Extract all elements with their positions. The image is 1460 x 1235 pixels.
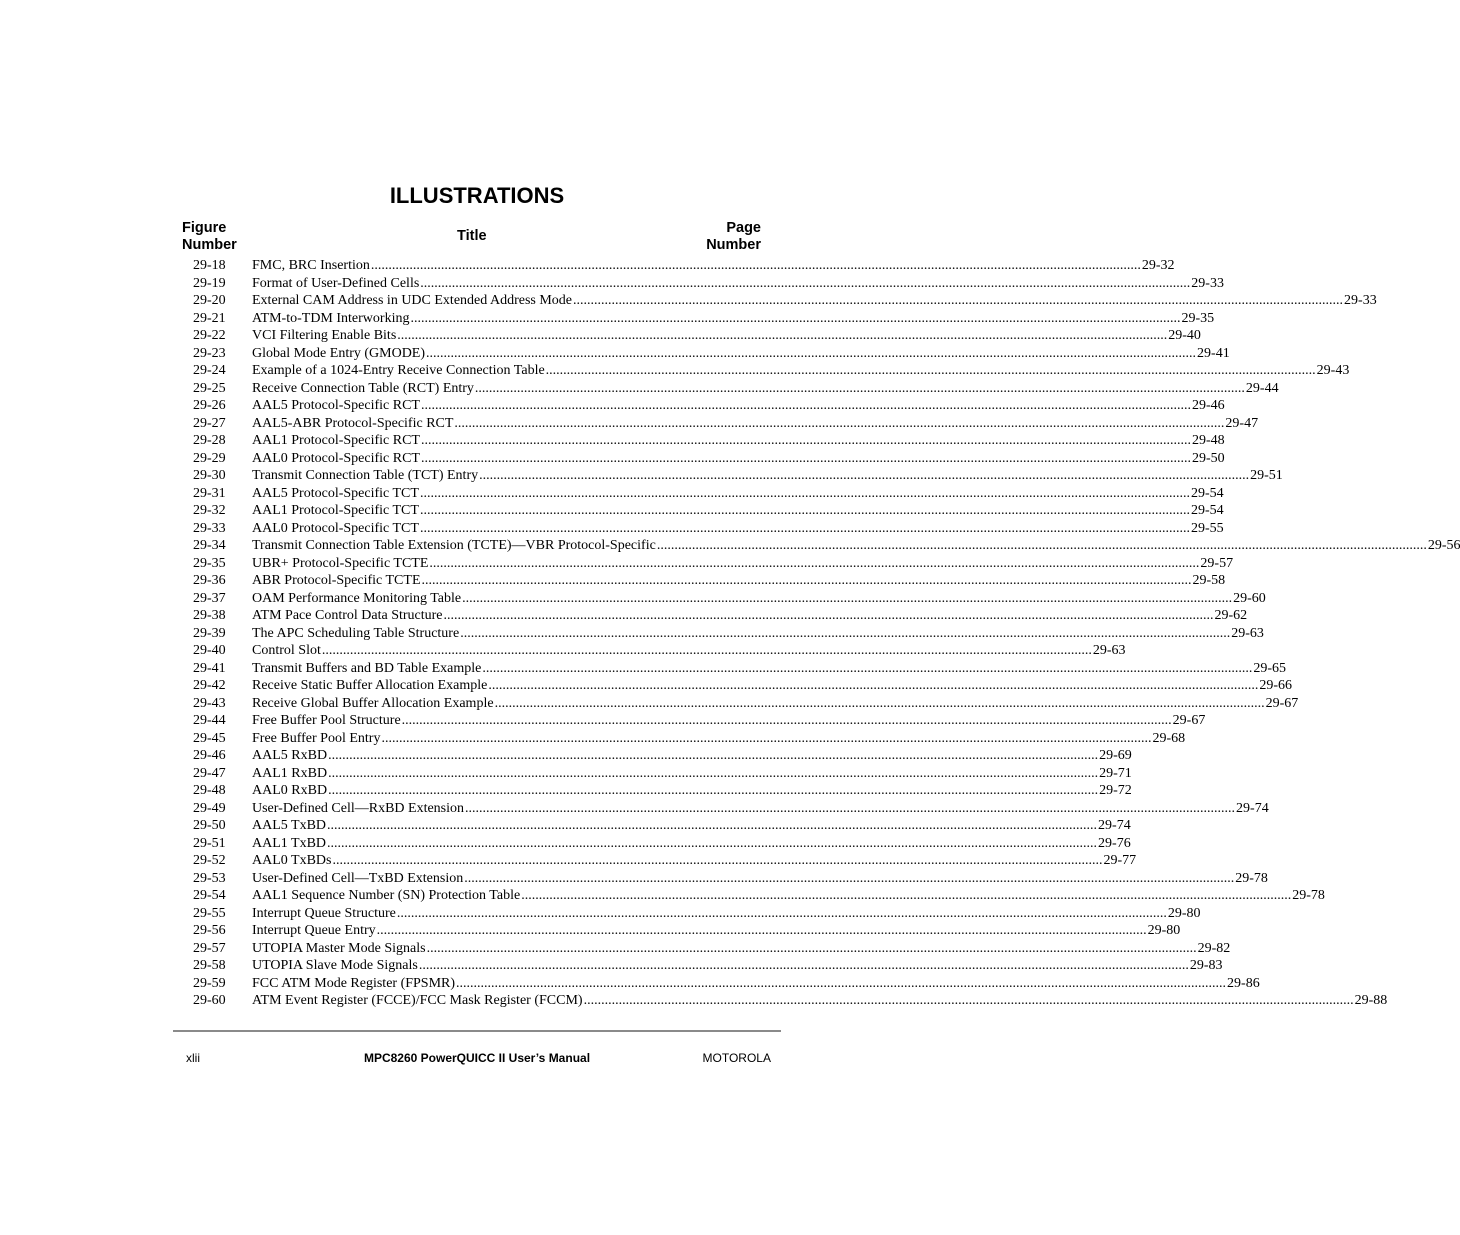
list-item[interactable] xyxy=(0,450,1225,468)
list-item[interactable] xyxy=(0,712,1206,730)
figure-number: 29-38 xyxy=(193,608,226,623)
list-item[interactable] xyxy=(0,922,1181,940)
figure-number: 29-32 xyxy=(193,503,226,518)
figure-title: Control Slot xyxy=(252,643,321,658)
page-number: 29-72 xyxy=(1099,783,1132,798)
figure-header-line1: Figure xyxy=(182,220,227,236)
entry-line xyxy=(252,572,1226,590)
figure-title: AAL0 Protocol-Specific RCT xyxy=(252,450,420,466)
entry-line xyxy=(252,975,1260,993)
figure-number: 29-26 xyxy=(193,398,226,413)
entry-line xyxy=(252,607,1248,625)
list-item[interactable] xyxy=(0,275,1224,293)
figure-title: AAL1 Protocol-Specific TCT xyxy=(252,503,419,518)
figure-number: 29-39 xyxy=(193,625,226,641)
figure-number: 29-41 xyxy=(193,660,226,676)
figure-number: 29-23 xyxy=(193,345,226,361)
figure-number: 29-40 xyxy=(193,643,226,658)
figure-title: AAL5 Protocol-Specific RCT xyxy=(252,398,420,413)
footer-manual-title: MPC8260 PowerQUICC II User’s Manual xyxy=(363,1051,591,1065)
page-number: 29-60 xyxy=(1233,590,1266,606)
entry-line xyxy=(252,800,1269,818)
figure-title: UTOPIA Master Mode Signals xyxy=(252,940,426,956)
figure-number: 29-53 xyxy=(193,870,226,886)
dot-leader: ............................................................................................................................................................................................................................ xyxy=(419,503,1190,518)
list-item[interactable] xyxy=(0,765,1132,783)
figure-number: 29-27 xyxy=(193,415,226,431)
figure-title: AAL1 RxBD xyxy=(252,765,328,781)
page-number: 29-33 xyxy=(1344,293,1377,308)
list-item[interactable] xyxy=(0,590,1266,608)
footer-page-number: xlii xyxy=(186,1051,200,1065)
list-item[interactable] xyxy=(0,257,1175,275)
page-number: 29-78 xyxy=(1235,870,1268,886)
list-item[interactable] xyxy=(0,695,1299,713)
figure-title: User-Defined Cell—TxBD Extension xyxy=(252,870,464,886)
dot-leader: ............................................................................................................................................................................................................................ xyxy=(494,695,1265,711)
dot-leader: ............................................................................................................................................................................................................................ xyxy=(401,713,1172,728)
list-item[interactable] xyxy=(0,940,1231,958)
dot-leader: ............................................................................................................................................................................................................................ xyxy=(419,520,1190,536)
page-number: 29-80 xyxy=(1167,905,1201,921)
list-item[interactable] xyxy=(0,957,1223,975)
dot-leader: ............................................................................................................................................................................................................................ xyxy=(545,363,1316,378)
list-item[interactable] xyxy=(0,992,1388,1010)
list-item[interactable] xyxy=(0,642,1126,660)
figure-title: Receive Static Buffer Allocation Example xyxy=(252,678,488,693)
list-item[interactable] xyxy=(0,975,1260,993)
list-item[interactable] xyxy=(0,572,1226,590)
entry-line xyxy=(252,502,1224,520)
figure-number: 29-43 xyxy=(193,695,226,711)
dot-leader: ............................................................................................................................................................................................................................ xyxy=(332,853,1103,868)
list-item[interactable] xyxy=(0,520,1224,538)
dot-leader: ............................................................................................................................................................................................................................ xyxy=(465,800,1236,816)
list-item[interactable] xyxy=(0,852,1137,870)
figure-title: Transmit Connection Table Extension (TCTE)—VBR Protocol-Specific xyxy=(252,538,656,553)
illustrations-list xyxy=(0,257,1460,1010)
list-item[interactable] xyxy=(0,292,1377,310)
dot-leader: ............................................................................................................................................................................................................................ xyxy=(521,888,1292,903)
entry-line xyxy=(252,922,1181,940)
figure-number: 29-35 xyxy=(193,555,226,571)
figure-number: 29-58 xyxy=(193,958,226,973)
entry-line xyxy=(252,275,1224,293)
figure-number-header xyxy=(182,220,237,254)
figure-number: 29-55 xyxy=(193,905,226,921)
figure-number: 29-24 xyxy=(193,363,226,378)
dot-leader: ............................................................................................................................................................................................................................ xyxy=(456,975,1227,991)
dot-leader: ............................................................................................................................................................................................................................ xyxy=(426,940,1197,956)
figure-title: ATM Event Register (FCCE)/FCC Mask Register (FCCM) xyxy=(252,993,583,1008)
figure-title: Global Mode Entry (GMODE) xyxy=(252,345,426,361)
figure-number: 29-45 xyxy=(193,730,226,746)
page-number: 29-56 xyxy=(1427,538,1460,553)
entry-line xyxy=(252,992,1388,1010)
page-number: 29-86 xyxy=(1227,975,1260,991)
figure-number: 29-50 xyxy=(193,818,226,833)
list-item[interactable] xyxy=(0,747,1132,765)
list-item[interactable] xyxy=(0,485,1224,503)
dot-leader: ............................................................................................................................................................................................................................ xyxy=(418,958,1189,973)
figure-title: FCC ATM Mode Register (FPSMR) xyxy=(252,975,456,991)
page-number: 29-44 xyxy=(1245,380,1279,396)
figure-title: ATM-to-TDM Interworking xyxy=(252,310,410,326)
page-number: 29-57 xyxy=(1200,555,1234,571)
figure-title: Receive Connection Table (RCT) Entry xyxy=(252,380,474,396)
figure-title: Transmit Connection Table (TCT) Entry xyxy=(252,468,479,483)
list-item[interactable] xyxy=(0,345,1230,363)
list-item[interactable] xyxy=(0,555,1234,573)
page-number: 29-88 xyxy=(1354,993,1388,1008)
entry-line xyxy=(252,905,1201,923)
figure-number: 29-31 xyxy=(193,485,226,501)
figure-title: AAL0 TxBDs xyxy=(252,853,332,868)
page-number: 29-76 xyxy=(1098,835,1131,851)
entry-line xyxy=(252,712,1206,730)
entry-line xyxy=(252,940,1231,958)
dot-leader: ............................................................................................................................................................................................................................ xyxy=(460,625,1231,641)
entry-line xyxy=(252,852,1137,870)
dot-leader: ............................................................................................................................................................................................................................ xyxy=(474,380,1245,396)
dot-leader: ............................................................................................................................................................................................................................ xyxy=(454,415,1225,431)
page-number: 29-65 xyxy=(1253,660,1287,676)
dot-leader: ............................................................................................................................................................................................................................ xyxy=(420,433,1191,448)
figure-title: Interrupt Queue Structure xyxy=(252,905,396,921)
entry-line xyxy=(252,327,1201,345)
figure-title: Interrupt Queue Entry xyxy=(252,923,376,938)
figure-title: Transmit Buffers and BD Table Example xyxy=(252,660,482,676)
page-number: 29-80 xyxy=(1147,923,1181,938)
page-number: 29-62 xyxy=(1214,608,1248,623)
page-number: 29-35 xyxy=(1181,310,1215,326)
figure-title: User-Defined Cell—RxBD Extension xyxy=(252,800,465,816)
entry-line xyxy=(252,485,1224,503)
page-number: 29-63 xyxy=(1231,625,1264,641)
page-number: 29-48 xyxy=(1191,433,1225,448)
figure-title: Format of User-Defined Cells xyxy=(252,275,420,291)
figure-number: 29-42 xyxy=(193,678,226,693)
figure-title: ABR Protocol-Specific TCTE xyxy=(252,573,421,588)
list-item[interactable] xyxy=(0,415,1259,433)
entry-line xyxy=(252,590,1266,608)
list-item[interactable] xyxy=(0,660,1287,678)
entry-line xyxy=(252,835,1131,853)
figure-title: AAL1 Sequence Number (SN) Protection Table xyxy=(252,888,521,903)
figure-title: OAM Performance Monitoring Table xyxy=(252,590,462,606)
figure-number: 29-29 xyxy=(193,450,226,466)
page-number: 29-78 xyxy=(1292,888,1325,903)
dot-leader: ............................................................................................................................................................................................................................ xyxy=(396,905,1167,921)
dot-leader: ............................................................................................................................................................................................................................ xyxy=(328,783,1099,798)
figure-title: AAL5-ABR Protocol-Specific RCT xyxy=(252,415,454,431)
figure-number: 29-21 xyxy=(193,310,226,326)
entry-line xyxy=(252,817,1131,835)
figure-number: 29-44 xyxy=(193,713,226,728)
page-number-header xyxy=(706,220,761,254)
dot-leader: ............................................................................................................................................................................................................................ xyxy=(397,328,1168,343)
page-header-line2: Number xyxy=(706,237,761,253)
figure-title: ATM Pace Control Data Structure xyxy=(252,608,443,623)
figure-number: 29-47 xyxy=(193,765,226,781)
entry-line xyxy=(252,257,1175,275)
figure-number: 29-54 xyxy=(193,888,226,903)
entry-line xyxy=(252,730,1186,748)
dot-leader: ............................................................................................................................................................................................................................ xyxy=(370,258,1141,273)
dot-leader: ............................................................................................................................................................................................................................ xyxy=(464,870,1235,886)
dot-leader: ............................................................................................................................................................................................................................ xyxy=(656,538,1427,553)
figure-number: 29-60 xyxy=(193,993,226,1008)
page-title: ILLUSTRATIONS xyxy=(389,183,565,208)
list-item[interactable] xyxy=(0,905,1201,923)
figure-number: 29-57 xyxy=(193,940,226,956)
figure-title: AAL1 TxBD xyxy=(252,835,327,851)
entry-line xyxy=(252,292,1377,310)
figure-title: AAL5 TxBD xyxy=(252,818,327,833)
entry-line xyxy=(252,887,1325,905)
figure-number: 29-51 xyxy=(193,835,226,851)
entry-line xyxy=(252,555,1234,573)
figure-title: Free Buffer Pool Structure xyxy=(252,713,401,728)
list-item[interactable] xyxy=(0,607,1248,625)
entry-line xyxy=(252,450,1225,468)
entry-line xyxy=(252,660,1287,678)
entry-line xyxy=(252,362,1350,380)
page-number: 29-69 xyxy=(1099,748,1132,763)
footer-publisher: MOTOROLA xyxy=(702,1051,771,1065)
list-item[interactable] xyxy=(0,625,1264,643)
list-item[interactable] xyxy=(0,502,1224,520)
dot-leader: ............................................................................................................................................................................................................................ xyxy=(426,345,1197,361)
entry-line xyxy=(252,677,1293,695)
figure-number: 29-59 xyxy=(193,975,226,991)
entry-line xyxy=(252,765,1132,783)
page-number: 29-82 xyxy=(1197,940,1231,956)
footer-rule xyxy=(173,1030,781,1032)
dot-leader: ............................................................................................................................................................................................................................ xyxy=(488,678,1259,693)
dot-leader: ............................................................................................................................................................................................................................ xyxy=(420,275,1191,291)
figure-number: 29-18 xyxy=(193,258,226,273)
dot-leader: ............................................................................................................................................................................................................................ xyxy=(421,573,1192,588)
dot-leader: ............................................................................................................................................................................................................................ xyxy=(583,993,1354,1008)
figure-title: The APC Scheduling Table Structure xyxy=(252,625,460,641)
figure-header-line2: Number xyxy=(182,237,237,253)
dot-leader: ............................................................................................................................................................................................................................ xyxy=(420,450,1191,466)
page-number: 29-41 xyxy=(1197,345,1230,361)
list-item[interactable] xyxy=(0,310,1215,328)
entry-line xyxy=(252,625,1264,643)
entry-line xyxy=(252,520,1224,538)
figure-number: 29-20 xyxy=(193,293,226,308)
page-number: 29-74 xyxy=(1098,818,1131,833)
entry-line xyxy=(252,310,1215,328)
figure-number: 29-46 xyxy=(193,748,226,763)
dot-leader: ............................................................................................................................................................................................................................ xyxy=(327,818,1098,833)
list-item[interactable] xyxy=(0,870,1268,888)
dot-leader: ............................................................................................................................................................................................................................ xyxy=(429,555,1200,571)
figure-number: 29-28 xyxy=(193,433,226,448)
dot-leader: ............................................................................................................................................................................................................................ xyxy=(328,765,1099,781)
dot-leader: ............................................................................................................................................................................................................................ xyxy=(376,923,1147,938)
list-item[interactable] xyxy=(0,730,1186,748)
figure-title: UTOPIA Slave Mode Signals xyxy=(252,958,418,973)
figure-title: VCI Filtering Enable Bits xyxy=(252,328,397,343)
page-header-line1: Page xyxy=(726,220,761,236)
title-header: Title xyxy=(457,228,487,244)
page-number: 29-77 xyxy=(1103,853,1137,868)
list-item[interactable] xyxy=(0,397,1225,415)
list-item[interactable] xyxy=(0,835,1131,853)
list-item[interactable] xyxy=(0,677,1293,695)
page-number: 29-67 xyxy=(1265,695,1299,711)
entry-line xyxy=(252,695,1299,713)
page-number: 29-83 xyxy=(1189,958,1223,973)
dot-leader: ............................................................................................................................................................................................................................ xyxy=(381,730,1152,746)
figure-number: 29-52 xyxy=(193,853,226,868)
list-item[interactable] xyxy=(0,887,1325,905)
dot-leader: ............................................................................................................................................................................................................................ xyxy=(327,835,1098,851)
page-number: 29-58 xyxy=(1192,573,1226,588)
entry-line xyxy=(252,870,1268,888)
entry-line xyxy=(252,747,1132,765)
figure-title: UBR+ Protocol-Specific TCTE xyxy=(252,555,429,571)
page-number: 29-40 xyxy=(1168,328,1201,343)
page-number: 29-47 xyxy=(1225,415,1259,431)
page-number: 29-71 xyxy=(1099,765,1132,781)
figure-number: 29-25 xyxy=(193,380,226,396)
page-number: 29-66 xyxy=(1259,678,1293,693)
dot-leader: ............................................................................................................................................................................................................................ xyxy=(419,485,1190,501)
figure-title: Free Buffer Pool Entry xyxy=(252,730,381,746)
entry-line xyxy=(252,397,1225,415)
dot-leader: ............................................................................................................................................................................................................................ xyxy=(462,590,1233,606)
page-number: 29-67 xyxy=(1172,713,1206,728)
list-item[interactable] xyxy=(0,817,1131,835)
page-number: 29-55 xyxy=(1190,520,1224,536)
figure-title: AAL0 RxBD xyxy=(252,783,328,798)
entry-line xyxy=(252,432,1225,450)
page-number: 29-43 xyxy=(1316,363,1350,378)
page-number: 29-54 xyxy=(1190,485,1224,501)
figure-title: AAL1 Protocol-Specific RCT xyxy=(252,433,420,448)
entry-line xyxy=(252,782,1132,800)
figure-number: 29-19 xyxy=(193,275,226,291)
dot-leader: ............................................................................................................................................................................................................................ xyxy=(479,468,1250,483)
figure-number: 29-37 xyxy=(193,590,226,606)
entry-line xyxy=(252,380,1279,398)
dot-leader: ............................................................................................................................................................................................................................ xyxy=(573,293,1344,308)
page-number: 29-51 xyxy=(1250,468,1283,483)
page-number: 29-50 xyxy=(1191,450,1225,466)
figure-title: AAL5 Protocol-Specific TCT xyxy=(252,485,419,501)
page-number: 29-32 xyxy=(1141,258,1175,273)
page-number: 29-63 xyxy=(1092,643,1126,658)
list-item[interactable] xyxy=(0,467,1283,485)
entry-line xyxy=(252,642,1126,660)
dot-leader: ............................................................................................................................................................................................................................ xyxy=(321,643,1092,658)
entry-line xyxy=(252,467,1283,485)
dot-leader: ............................................................................................................................................................................................................................ xyxy=(482,660,1253,676)
page-number: 29-68 xyxy=(1152,730,1186,746)
page-number: 29-46 xyxy=(1191,398,1225,413)
list-item[interactable] xyxy=(0,537,1460,555)
figure-number: 29-56 xyxy=(193,923,226,938)
figure-number: 29-36 xyxy=(193,573,226,588)
dot-leader: ............................................................................................................................................................................................................................ xyxy=(443,608,1214,623)
dot-leader: ............................................................................................................................................................................................................................ xyxy=(328,748,1099,763)
entry-line xyxy=(252,415,1259,433)
entry-line xyxy=(252,537,1460,555)
list-item[interactable] xyxy=(0,380,1279,398)
figure-title: External CAM Address in UDC Extended Address Mode xyxy=(252,293,573,308)
dot-leader: ............................................................................................................................................................................................................................ xyxy=(410,310,1181,326)
list-item[interactable] xyxy=(0,362,1350,380)
figure-number: 29-49 xyxy=(193,800,226,816)
page-number: 29-54 xyxy=(1190,503,1224,518)
figure-title: Receive Global Buffer Allocation Example xyxy=(252,695,494,711)
figure-title: AAL5 RxBD xyxy=(252,748,328,763)
list-item[interactable] xyxy=(0,432,1225,450)
list-item[interactable] xyxy=(0,327,1201,345)
page-number: 29-74 xyxy=(1236,800,1269,816)
figure-number: 29-34 xyxy=(193,538,226,553)
figure-title: FMC, BRC Insertion xyxy=(252,258,370,273)
dot-leader: ............................................................................................................................................................................................................................ xyxy=(420,398,1191,413)
page-number: 29-33 xyxy=(1191,275,1224,291)
list-item[interactable] xyxy=(0,800,1269,818)
entry-line xyxy=(252,957,1223,975)
figure-number: 29-48 xyxy=(193,783,226,798)
figure-number: 29-30 xyxy=(193,468,226,483)
figure-title: AAL0 Protocol-Specific TCT xyxy=(252,520,419,536)
list-item[interactable] xyxy=(0,782,1132,800)
entry-line xyxy=(252,345,1230,363)
figure-number: 29-33 xyxy=(193,520,226,536)
figure-title: Example of a 1024-Entry Receive Connection Table xyxy=(252,363,545,378)
figure-number: 29-22 xyxy=(193,328,226,343)
